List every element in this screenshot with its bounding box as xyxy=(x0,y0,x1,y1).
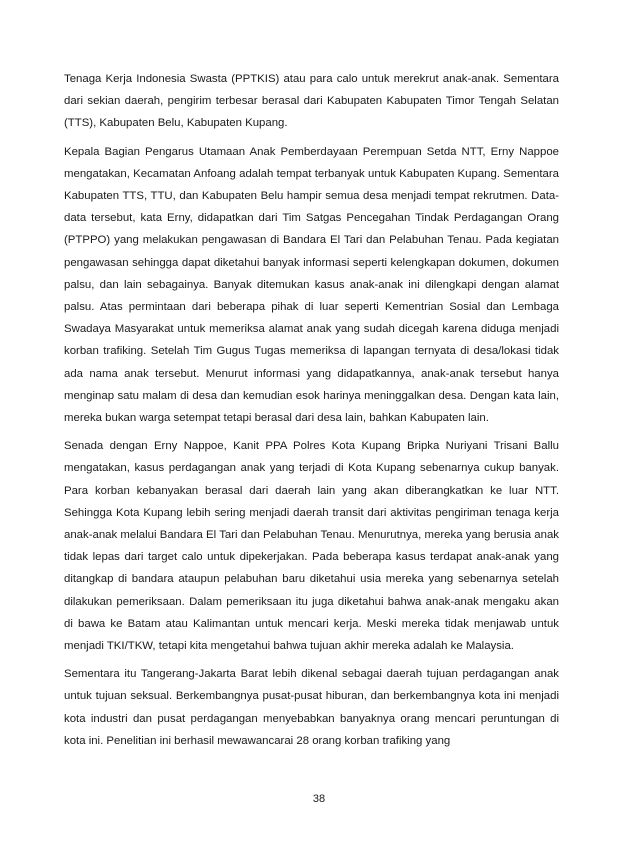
paragraph-4: Sementara itu Tangerang-Jakarta Barat lebih dikenal sebagai daerah tujuan perdagangan anak untuk tujuan seksual. Berkembangnya pusat-pusat hiburan, dan berkembangnya kota ini menjadi kota industri dan pusat perdagangan menyebabkan banyaknya orang mencari peruntungan di kota ini. Penelitian ini berhasil mewawancarai 28 orang korban trafiking yang xyxy=(64,668,559,747)
document-body xyxy=(64,68,559,758)
page-number: 38 xyxy=(312,793,326,805)
paragraph-1: Tenaga Kerja Indonesia Swasta (PPTKIS) atau para calo untuk merekrut anak-anak. Sementara dari sekian daerah, pengirim terbesar berasal dari Kabupaten Kabupaten Timor Tengah Selatan (TTS), Kabupaten Belu, Kabupaten Kupang. xyxy=(64,73,559,130)
paragraph-3: Senada dengan Erny Nappoe, Kanit PPA Polres Kota Kupang Bripka Nuriyani Trisani Ballu mengatakan, kasus perdagangan anak yang terjadi di Kota Kupang sebenarnya cukup banyak. Para korban kebanyakan berasal dari daerah lain yang akan diberangkatkan ke luar NTT. Sehingga Kota Kupang lebih sering menjadi daerah transit dari aktivitas pengiriman tenaga kerja anak-anak melalui Bandara El Tari dan Pelabuhan Tenau. Menurutnya, mereka yang berusia anak tidak lepas dari target calo untuk dipekerjakan. Pada beberapa kasus terdapat anak-anak yang ditangkap di bandara ataupun pelabuhan baru diketahui usia mereka yang sebenarnya setelah dilakukan pemeriksaan. Dalam pemeriksaan itu juga diketahui bahwa anak-anak mengaku akan di bawa ke Batam atau Kalimantan untuk mencari kerja. Meski mereka tidak menjawab untuk menjadi TKI/TKW, tetapi kita mengetahui bahwa tujuan akhir mereka adalah ke Malaysia. xyxy=(64,440,559,653)
paragraph-2: Kepala Bagian Pengarus Utamaan Anak Pemberdayaan Perempuan Setda NTT, Erny Nappoe mengatakan, Kecamatan Anfoang adalah tempat terbanyak untuk Kabupaten Kupang. Sementara Kabupaten TTS, TTU, dan Kabupaten Belu hampir semua desa menjadi tempat rekrutmen. Data-data tersebut, kata Erny, didapatkan dari Tim Satgas Pencegahan Tindak Perdagangan Orang (PTPPO) yang melakukan pengawasan di Bandara El Tari dan Pelabuhan Tenau. Pada kegiatan pengawasan sehingga dapat diketahui banyak informasi seperti kelengkapan dokumen, dokumen palsu, dan lain sebagainya. Banyak ditemukan kasus anak-anak ini dilengkapi dengan alamat palsu. Atas permintaan dari beberapa pihak di luar seperti Kementrian Sosial dan Lembaga Swadaya Masyarakat untuk memeriksa alamat anak yang sudah dicegah karena diduga menjadi korban trafiking. Setelah Tim Gugus Tugas memeriksa di lapangan ternyata di desa/lokasi tidak ada nama anak tersebut. Menurut informasi yang didapatkannya, anak-anak tersebut hanya menginap satu malam di desa dan kemudian esok harinya meninggalkan desa. Dengan kata lain, mereka bukan warga setempat tetapi berasal dari desa lain, bahkan Kabupaten lain. xyxy=(64,145,559,425)
